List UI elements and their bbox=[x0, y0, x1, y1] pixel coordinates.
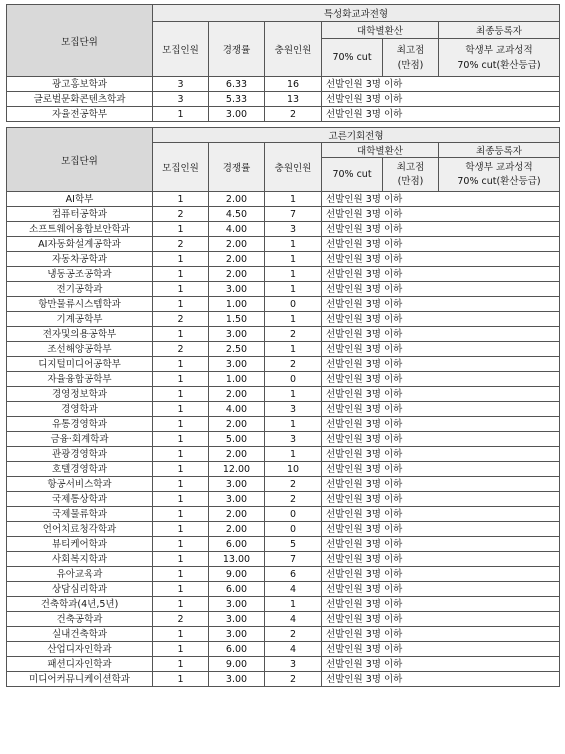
equal-opportunity-table bbox=[6, 127, 560, 687]
extra-cell: 1 bbox=[265, 597, 322, 612]
extra-cell: 1 bbox=[265, 387, 322, 402]
extra-cell: 6 bbox=[265, 567, 322, 582]
recruits-cell: 1 bbox=[153, 282, 209, 297]
unit-cell: 경영학과 bbox=[7, 402, 153, 417]
extra-cell: 1 bbox=[265, 252, 322, 267]
note-cell: 선발인원 3명 이하 bbox=[322, 342, 560, 357]
rate-cell: 9.00 bbox=[209, 657, 265, 672]
recruits-cell: 2 bbox=[153, 342, 209, 357]
extra-cell: 2 bbox=[265, 672, 322, 687]
recruits-cell: 2 bbox=[153, 312, 209, 327]
note-cell: 선발인원 3명 이하 bbox=[322, 642, 560, 657]
recruits-cell: 1 bbox=[153, 582, 209, 597]
rate-cell: 2.00 bbox=[209, 387, 265, 402]
rate-cell: 5.00 bbox=[209, 432, 265, 447]
extra-cell: 1 bbox=[265, 447, 322, 462]
note-cell: 선발인원 3명 이하 bbox=[322, 552, 560, 567]
unit-cell: 산업디자인학과 bbox=[7, 642, 153, 657]
note-cell: 선발인원 3명 이하 bbox=[322, 252, 560, 267]
table-row bbox=[7, 492, 560, 507]
rate-cell: 2.00 bbox=[209, 507, 265, 522]
extra-cell: 1 bbox=[265, 342, 322, 357]
note-cell: 선발인원 3명 이하 bbox=[322, 492, 560, 507]
recruits-cell: 1 bbox=[153, 357, 209, 372]
header-final: 최종등록자 bbox=[439, 22, 560, 39]
unit-cell: 금융·회계학과 bbox=[7, 432, 153, 447]
table-row bbox=[7, 252, 560, 267]
table-row bbox=[7, 477, 560, 492]
unit-cell: 언어치료청각학과 bbox=[7, 522, 153, 537]
rate-cell: 4.00 bbox=[209, 402, 265, 417]
header-final-detail bbox=[439, 39, 560, 77]
header-rate: 경쟁률 bbox=[209, 143, 265, 192]
extra-cell: 0 bbox=[265, 522, 322, 537]
recruits-cell: 1 bbox=[153, 222, 209, 237]
recruits-cell: 1 bbox=[153, 192, 209, 207]
header-top-sub: (만점) bbox=[397, 59, 424, 71]
rate-cell: 2.00 bbox=[209, 447, 265, 462]
recruits-cell: 1 bbox=[153, 492, 209, 507]
table-row bbox=[7, 612, 560, 627]
table-row bbox=[7, 107, 560, 122]
header-cut70: 70% cut bbox=[322, 39, 383, 77]
table-row bbox=[7, 447, 560, 462]
note-cell: 선발인원 3명 이하 bbox=[322, 327, 560, 342]
recruits-cell: 1 bbox=[153, 672, 209, 687]
note-cell: 선발인원 3명 이하 bbox=[322, 92, 560, 107]
header-conversion: 대학별환산 bbox=[322, 143, 439, 158]
table-row bbox=[7, 357, 560, 372]
header-final: 최종등록자 bbox=[439, 143, 560, 158]
unit-cell: AI자동화설계공학과 bbox=[7, 237, 153, 252]
rate-cell: 4.50 bbox=[209, 207, 265, 222]
rate-cell: 3.00 bbox=[209, 672, 265, 687]
unit-cell: 디지털미디어공학부 bbox=[7, 357, 153, 372]
table-title: 특성화교과전형 bbox=[153, 5, 560, 22]
table-row bbox=[7, 537, 560, 552]
recruits-cell: 1 bbox=[153, 522, 209, 537]
table-title: 고른기회전형 bbox=[153, 128, 560, 143]
table-row bbox=[7, 77, 560, 92]
rate-cell: 2.00 bbox=[209, 417, 265, 432]
extra-cell: 2 bbox=[265, 492, 322, 507]
note-cell: 선발인원 3명 이하 bbox=[322, 432, 560, 447]
table-row bbox=[7, 462, 560, 477]
rate-cell: 4.00 bbox=[209, 222, 265, 237]
recruits-cell: 2 bbox=[153, 207, 209, 222]
recruits-cell: 1 bbox=[153, 552, 209, 567]
extra-cell: 1 bbox=[265, 282, 322, 297]
unit-cell: 자율융합공학부 bbox=[7, 372, 153, 387]
note-cell: 선발인원 3명 이하 bbox=[322, 77, 560, 92]
note-cell: 선발인원 3명 이하 bbox=[322, 207, 560, 222]
header-extra: 충원인원 bbox=[265, 143, 322, 192]
header-final-detail bbox=[439, 158, 560, 192]
recruits-cell: 1 bbox=[153, 372, 209, 387]
table-row bbox=[7, 642, 560, 657]
special-curriculum-table bbox=[6, 4, 560, 122]
rate-cell: 1.00 bbox=[209, 372, 265, 387]
rate-cell: 2.00 bbox=[209, 237, 265, 252]
rate-cell: 6.00 bbox=[209, 537, 265, 552]
extra-cell: 1 bbox=[265, 192, 322, 207]
unit-cell: 관광경영학과 bbox=[7, 447, 153, 462]
unit-cell: 실내건축학과 bbox=[7, 627, 153, 642]
note-cell: 선발인원 3명 이하 bbox=[322, 522, 560, 537]
table-row bbox=[7, 342, 560, 357]
extra-cell: 3 bbox=[265, 657, 322, 672]
rate-cell: 5.33 bbox=[209, 92, 265, 107]
table-row bbox=[7, 267, 560, 282]
header-final-line2: 학생부 교과성적 bbox=[465, 44, 533, 56]
header-extra: 충원인원 bbox=[265, 22, 322, 77]
recruits-cell: 1 bbox=[153, 327, 209, 342]
unit-cell: 냉동공조공학과 bbox=[7, 267, 153, 282]
recruits-cell: 1 bbox=[153, 432, 209, 447]
note-cell: 선발인원 3명 이하 bbox=[322, 222, 560, 237]
extra-cell: 13 bbox=[265, 92, 322, 107]
unit-cell: 국제물류학과 bbox=[7, 507, 153, 522]
unit-cell: 기계공학부 bbox=[7, 312, 153, 327]
rate-cell: 3.00 bbox=[209, 627, 265, 642]
table-row bbox=[7, 672, 560, 687]
extra-cell: 4 bbox=[265, 582, 322, 597]
header-top-label: 최고점 bbox=[396, 44, 425, 56]
header-top bbox=[383, 158, 439, 192]
table-row bbox=[7, 192, 560, 207]
extra-cell: 2 bbox=[265, 107, 322, 122]
table-row bbox=[7, 552, 560, 567]
rate-cell: 12.00 bbox=[209, 462, 265, 477]
header-top-label: 최고점 bbox=[396, 161, 425, 173]
note-cell: 선발인원 3명 이하 bbox=[322, 267, 560, 282]
rate-cell: 6.00 bbox=[209, 582, 265, 597]
header-cut70: 70% cut bbox=[322, 158, 383, 192]
header-rate: 경쟁률 bbox=[209, 22, 265, 77]
unit-cell: 뷰티케어학과 bbox=[7, 537, 153, 552]
note-cell: 선발인원 3명 이하 bbox=[322, 537, 560, 552]
header-final-line3: 70% cut(환산등급) bbox=[457, 59, 541, 71]
unit-cell: 전자및의용공학부 bbox=[7, 327, 153, 342]
note-cell: 선발인원 3명 이하 bbox=[322, 417, 560, 432]
table-row bbox=[7, 222, 560, 237]
table-row bbox=[7, 582, 560, 597]
recruits-cell: 3 bbox=[153, 92, 209, 107]
recruits-cell: 1 bbox=[153, 477, 209, 492]
recruits-cell: 1 bbox=[153, 417, 209, 432]
rate-cell: 9.00 bbox=[209, 567, 265, 582]
header-top bbox=[383, 39, 439, 77]
recruits-cell: 1 bbox=[153, 642, 209, 657]
rate-cell: 6.33 bbox=[209, 77, 265, 92]
extra-cell: 0 bbox=[265, 297, 322, 312]
rate-cell: 1.00 bbox=[209, 297, 265, 312]
extra-cell: 1 bbox=[265, 237, 322, 252]
unit-cell: 전기공학과 bbox=[7, 282, 153, 297]
unit-cell: 항공서비스학과 bbox=[7, 477, 153, 492]
extra-cell: 7 bbox=[265, 552, 322, 567]
recruits-cell: 1 bbox=[153, 252, 209, 267]
table-row bbox=[7, 417, 560, 432]
extra-cell: 1 bbox=[265, 267, 322, 282]
note-cell: 선발인원 3명 이하 bbox=[322, 387, 560, 402]
unit-cell: 경영정보학과 bbox=[7, 387, 153, 402]
unit-cell: 컴퓨터공학과 bbox=[7, 207, 153, 222]
header-recruits: 모집인원 bbox=[153, 143, 209, 192]
recruits-cell: 1 bbox=[153, 597, 209, 612]
recruits-cell: 2 bbox=[153, 612, 209, 627]
extra-cell: 3 bbox=[265, 432, 322, 447]
recruits-cell: 1 bbox=[153, 107, 209, 122]
extra-cell: 5 bbox=[265, 537, 322, 552]
unit-cell: 사회복지학과 bbox=[7, 552, 153, 567]
rate-cell: 1.50 bbox=[209, 312, 265, 327]
rate-cell: 3.00 bbox=[209, 477, 265, 492]
rate-cell: 13.00 bbox=[209, 552, 265, 567]
table-row bbox=[7, 507, 560, 522]
extra-cell: 2 bbox=[265, 477, 322, 492]
note-cell: 선발인원 3명 이하 bbox=[322, 657, 560, 672]
extra-cell: 10 bbox=[265, 462, 322, 477]
note-cell: 선발인원 3명 이하 bbox=[322, 297, 560, 312]
unit-cell: 소프트웨어융합보안학과 bbox=[7, 222, 153, 237]
extra-cell: 2 bbox=[265, 357, 322, 372]
table-row bbox=[7, 657, 560, 672]
rate-cell: 2.00 bbox=[209, 522, 265, 537]
extra-cell: 7 bbox=[265, 207, 322, 222]
unit-cell: 미디어커뮤니케이션학과 bbox=[7, 672, 153, 687]
recruits-cell: 1 bbox=[153, 387, 209, 402]
table-row bbox=[7, 402, 560, 417]
table-row bbox=[7, 237, 560, 252]
recruits-cell: 1 bbox=[153, 447, 209, 462]
unit-cell: 건축학과(4년,5년) bbox=[7, 597, 153, 612]
unit-cell: 유통경영학과 bbox=[7, 417, 153, 432]
recruits-cell: 1 bbox=[153, 462, 209, 477]
recruits-cell: 1 bbox=[153, 297, 209, 312]
table-row bbox=[7, 327, 560, 342]
unit-cell: 상담심리학과 bbox=[7, 582, 153, 597]
rate-cell: 2.00 bbox=[209, 252, 265, 267]
note-cell: 선발인원 3명 이하 bbox=[322, 357, 560, 372]
table-row bbox=[7, 432, 560, 447]
extra-cell: 1 bbox=[265, 417, 322, 432]
extra-cell: 2 bbox=[265, 627, 322, 642]
table-row bbox=[7, 297, 560, 312]
recruits-cell: 3 bbox=[153, 77, 209, 92]
rate-cell: 3.00 bbox=[209, 612, 265, 627]
unit-cell: 항만물류시스템학과 bbox=[7, 297, 153, 312]
note-cell: 선발인원 3명 이하 bbox=[322, 612, 560, 627]
header-unit: 모집단위 bbox=[7, 5, 153, 77]
note-cell: 선발인원 3명 이하 bbox=[322, 192, 560, 207]
unit-cell: 조선해양공학부 bbox=[7, 342, 153, 357]
table-row bbox=[7, 282, 560, 297]
recruits-cell: 1 bbox=[153, 507, 209, 522]
extra-cell: 0 bbox=[265, 507, 322, 522]
recruits-cell: 1 bbox=[153, 537, 209, 552]
rate-cell: 3.00 bbox=[209, 357, 265, 372]
header-conversion: 대학별환산 bbox=[322, 22, 439, 39]
rate-cell: 6.00 bbox=[209, 642, 265, 657]
extra-cell: 4 bbox=[265, 612, 322, 627]
rate-cell: 3.00 bbox=[209, 597, 265, 612]
extra-cell: 3 bbox=[265, 222, 322, 237]
rate-cell: 2.00 bbox=[209, 192, 265, 207]
extra-cell: 4 bbox=[265, 642, 322, 657]
rate-cell: 3.00 bbox=[209, 282, 265, 297]
extra-cell: 2 bbox=[265, 327, 322, 342]
table-row bbox=[7, 567, 560, 582]
unit-cell: 글로벌문화콘텐츠학과 bbox=[7, 92, 153, 107]
table-row bbox=[7, 207, 560, 222]
rate-cell: 2.50 bbox=[209, 342, 265, 357]
extra-cell: 1 bbox=[265, 312, 322, 327]
header-top-sub: (만점) bbox=[397, 175, 424, 187]
table-row bbox=[7, 92, 560, 107]
table-row bbox=[7, 312, 560, 327]
extra-cell: 16 bbox=[265, 77, 322, 92]
recruits-cell: 1 bbox=[153, 657, 209, 672]
table-row bbox=[7, 597, 560, 612]
recruits-cell: 1 bbox=[153, 267, 209, 282]
header-unit: 모집단위 bbox=[7, 128, 153, 192]
note-cell: 선발인원 3명 이하 bbox=[322, 672, 560, 687]
note-cell: 선발인원 3명 이하 bbox=[322, 282, 560, 297]
unit-cell: 광고홍보학과 bbox=[7, 77, 153, 92]
note-cell: 선발인원 3명 이하 bbox=[322, 597, 560, 612]
note-cell: 선발인원 3명 이하 bbox=[322, 507, 560, 522]
rate-cell: 3.00 bbox=[209, 492, 265, 507]
note-cell: 선발인원 3명 이하 bbox=[322, 107, 560, 122]
header-recruits: 모집인원 bbox=[153, 22, 209, 77]
note-cell: 선발인원 3명 이하 bbox=[322, 447, 560, 462]
note-cell: 선발인원 3명 이하 bbox=[322, 567, 560, 582]
header-final-line2: 학생부 교과성적 bbox=[465, 161, 533, 173]
note-cell: 선발인원 3명 이하 bbox=[322, 312, 560, 327]
note-cell: 선발인원 3명 이하 bbox=[322, 582, 560, 597]
rate-cell: 3.00 bbox=[209, 107, 265, 122]
unit-cell: 자율전공학부 bbox=[7, 107, 153, 122]
unit-cell: AI학부 bbox=[7, 192, 153, 207]
table-row bbox=[7, 387, 560, 402]
note-cell: 선발인원 3명 이하 bbox=[322, 462, 560, 477]
rate-cell: 3.00 bbox=[209, 327, 265, 342]
table-row bbox=[7, 627, 560, 642]
note-cell: 선발인원 3명 이하 bbox=[322, 627, 560, 642]
unit-cell: 패션디자인학과 bbox=[7, 657, 153, 672]
unit-cell: 호텔경영학과 bbox=[7, 462, 153, 477]
table-row bbox=[7, 522, 560, 537]
rate-cell: 2.00 bbox=[209, 267, 265, 282]
note-cell: 선발인원 3명 이하 bbox=[322, 402, 560, 417]
extra-cell: 0 bbox=[265, 372, 322, 387]
unit-cell: 건축공학과 bbox=[7, 612, 153, 627]
recruits-cell: 1 bbox=[153, 567, 209, 582]
extra-cell: 3 bbox=[265, 402, 322, 417]
note-cell: 선발인원 3명 이하 bbox=[322, 477, 560, 492]
note-cell: 선발인원 3명 이하 bbox=[322, 372, 560, 387]
recruits-cell: 1 bbox=[153, 402, 209, 417]
recruits-cell: 2 bbox=[153, 237, 209, 252]
unit-cell: 국제통상학과 bbox=[7, 492, 153, 507]
unit-cell: 유아교육과 bbox=[7, 567, 153, 582]
recruits-cell: 1 bbox=[153, 627, 209, 642]
unit-cell: 자동차공학과 bbox=[7, 252, 153, 267]
table-row bbox=[7, 372, 560, 387]
note-cell: 선발인원 3명 이하 bbox=[322, 237, 560, 252]
header-final-line3: 70% cut(환산등급) bbox=[457, 175, 541, 187]
